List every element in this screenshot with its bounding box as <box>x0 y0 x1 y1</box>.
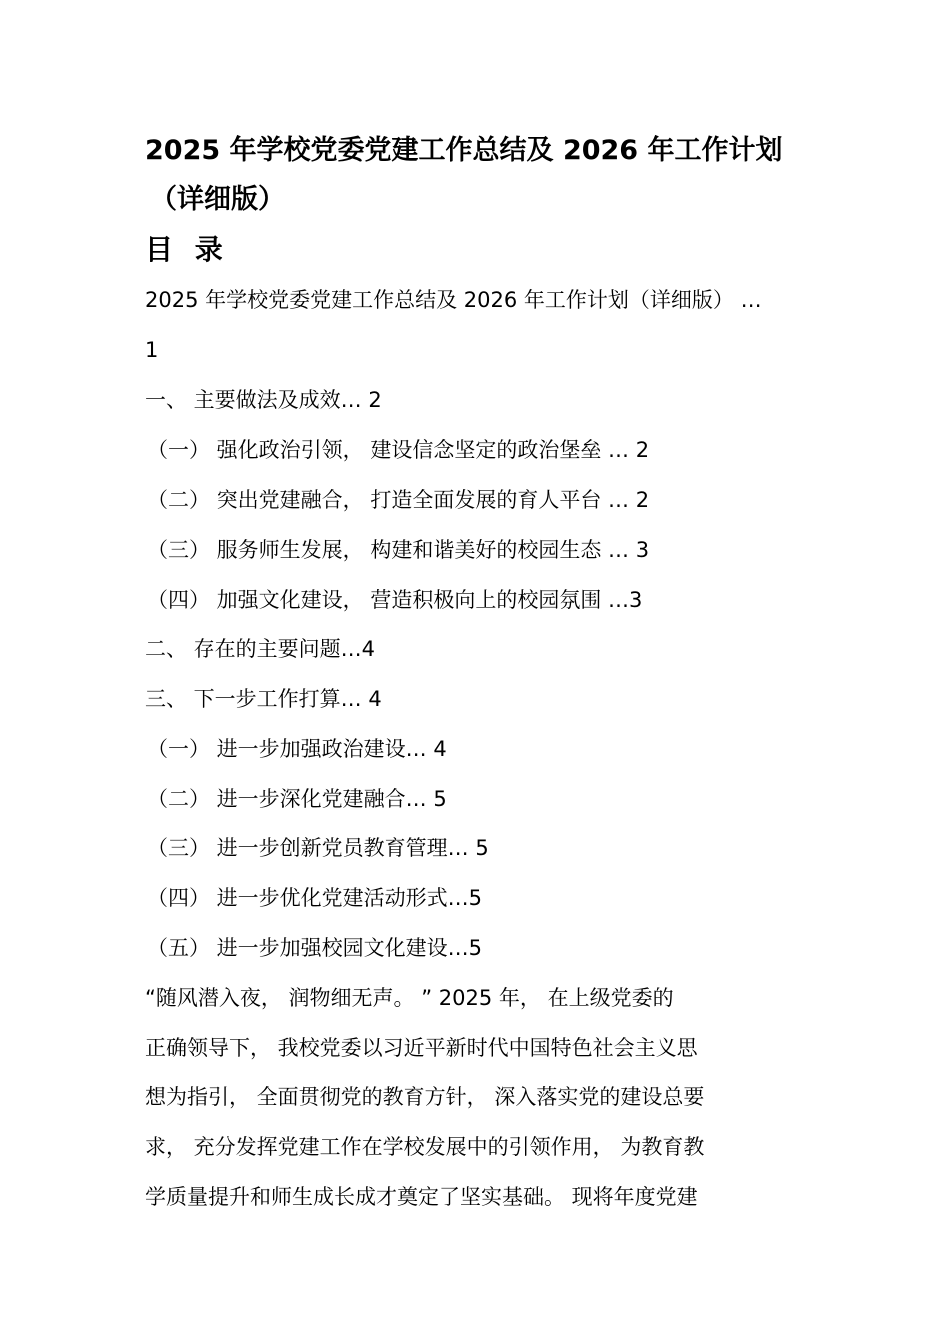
body-line: 想为指引， 全面贯彻党的教育方针， 深入落实党的建设总要 <box>145 1085 705 1109</box>
document-title-line-1: 2025 年学校党委党建工作总结及 2026 年工作计划 <box>145 135 783 166</box>
body-line: “随风潜入夜， 润物细无声。 ” 2025 年， 在上级党委的 <box>145 986 674 1010</box>
toc-heading: 目 录 <box>145 233 229 266</box>
toc-item-section-1-3[interactable]: （三） 服务师生发展， 构建和谐美好的校园生态 … 3 <box>147 538 650 562</box>
toc-item-section-1-4[interactable]: （四） 加强文化建设， 营造积极向上的校园氛围 …3 <box>147 588 643 612</box>
body-line: 学质量提升和师生成长成才奠定了坚实基础。 现将年度党建 <box>145 1185 698 1209</box>
toc-item-section-2[interactable]: 二、 存在的主要问题…4 <box>145 637 376 661</box>
toc-item-section-3-3[interactable]: （三） 进一步创新党员教育管理… 5 <box>147 836 489 860</box>
toc-item-section-1[interactable]: 一、 主要做法及成效… 2 <box>145 388 382 412</box>
toc-item-document-title[interactable]: 2025 年学校党委党建工作总结及 2026 年工作计划（详细版） … <box>145 288 762 312</box>
document-title-line-2: （详细版） <box>150 184 285 215</box>
body-line: 求， 充分发挥党建工作在学校发展中的引领作用， 为教育教 <box>145 1135 705 1159</box>
toc-item-section-1-2[interactable]: （二） 突出党建融合， 打造全面发展的育人平台 … 2 <box>147 488 650 512</box>
body-line: 正确领导下， 我校党委以习近平新时代中国特色社会主义思 <box>145 1036 698 1060</box>
toc-item-section-3-2[interactable]: （二） 进一步深化党建融合… 5 <box>147 787 447 811</box>
toc-item-section-3-5[interactable]: （五） 进一步加强校园文化建设…5 <box>147 936 483 960</box>
toc-item-section-3[interactable]: 三、 下一步工作打算… 4 <box>145 687 382 711</box>
toc-item-section-3-4[interactable]: （四） 进一步优化党建活动形式…5 <box>147 886 483 910</box>
toc-item-page-number[interactable]: 1 <box>145 338 159 362</box>
toc-item-section-3-1[interactable]: （一） 进一步加强政治建设… 4 <box>147 737 447 761</box>
toc-item-section-1-1[interactable]: （一） 强化政治引领， 建设信念坚定的政治堡垒 … 2 <box>147 438 650 462</box>
